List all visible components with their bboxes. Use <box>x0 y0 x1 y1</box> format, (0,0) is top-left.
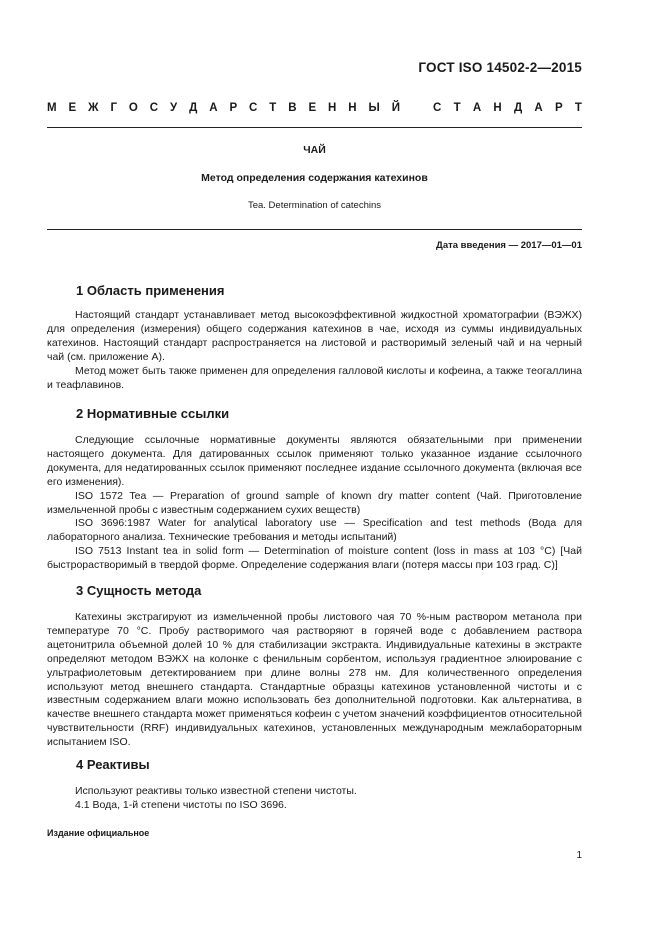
paragraph: Настоящий стандарт устанавливает метод высокоэффективной жидкостной хроматографии (ВЭЖХ) для определения (измерения) общего содержания катехинов в чае, исходя из суммы индивидуальных катехинов. Настоящий стандарт распространяется на листовой и растворимый зеленый чай и на черный чай (см. приложение А). <box>47 309 582 363</box>
banner-letter: С <box>249 102 258 114</box>
banner-letter: Р <box>229 102 238 114</box>
banner-letter: Н <box>493 102 502 114</box>
document-page <box>47 0 582 936</box>
banner-letter: О <box>128 102 138 114</box>
reference-item: ISO 3696:1987 Water for analytical laboratory use — Specification and test methods (Вода для лабораторного анализа. Технические требования и методы испытаний) <box>47 517 582 544</box>
reference-item: ISO 1572 Tea — Preparation of ground sample of known dry matter content (Чай. Приготовление измельченной пробы с известным содержанием сухих веществ) <box>47 489 582 516</box>
banner-letter: В <box>288 102 297 114</box>
section-heading-method-principle: 3 Сущность метода <box>76 583 202 598</box>
section-heading-reagents: 4 Реактивы <box>76 757 150 772</box>
banner-letter: Р <box>554 102 563 114</box>
banner-letter: Ы <box>368 102 380 114</box>
banner-letter: А <box>472 102 482 114</box>
banner-letter: Т <box>269 102 277 114</box>
section-body-reagents <box>47 785 582 813</box>
banner-letter: Д <box>513 102 523 114</box>
header-divider <box>47 127 582 128</box>
paragraph: 4.1 Вода, 1-й степени чистоты по ISO 3696. <box>75 798 287 811</box>
banner-letter: А <box>209 102 218 114</box>
section-body-normative-references <box>47 434 582 573</box>
banner-letter: Т <box>453 102 461 114</box>
banner-letter: Д <box>189 102 198 114</box>
banner-letter: М <box>47 102 57 114</box>
standard-subtitle: Метод определения содержания катехинов <box>201 172 428 184</box>
interstate-standard-banner <box>47 102 582 114</box>
section-body-method-principle <box>47 611 582 750</box>
standard-title: ЧАЙ <box>303 144 326 156</box>
banner-letter: Н <box>348 102 357 114</box>
banner-letter: С <box>433 102 442 114</box>
paragraph: Метод может быть также применен для определения галловой кислоты и кофеина, а также теогаллина и теафлавинов. <box>47 364 582 391</box>
reference-item: ISO 7513 Instant tea in solid form — Determination of moisture content (loss in mass at 103 °C) [Чай быстрорастворимый в твердой форме. Определение содержания влаги (потеря массы при 103 град. С)] <box>47 545 582 572</box>
section-heading-normative-references: 2 Нормативные ссылки <box>76 406 230 421</box>
document-number: ГОСТ ISO 14502-2—2015 <box>418 60 582 75</box>
section-heading-scope: 1 Область применения <box>76 283 225 298</box>
paragraph: Используют реактивы только известной степени чистоты. <box>75 785 357 797</box>
effective-date: Дата введения — 2017—01—01 <box>436 240 582 251</box>
banner-word-interstate <box>47 102 400 114</box>
banner-letter: А <box>534 102 543 114</box>
page-number: 1 <box>576 850 582 861</box>
official-edition-label: Издание официальное <box>47 828 150 838</box>
banner-letter: Й <box>391 102 400 114</box>
title-divider <box>47 229 582 230</box>
banner-letter: Н <box>328 102 337 114</box>
section-body-scope <box>47 309 582 392</box>
banner-word-standard <box>433 102 582 114</box>
paragraph: Катехины экстрагируют из измельченной пробы листового чая 70 %-ным раствором метанола при температуре 70 °С. Пробу растворимого чая растворяют в горячей воде с добавлением раствора ацетонитрила объемной долей 10 % для стабилизации экстракта. Индивидуальные катехины в экстракте определяют методом ВЭЖХ на колонке с фенильным сорбентом, используя градиентное элюирование с ультрафиолетовым детектированием при длине волны 278 нм. Для количественного определения используют метод внешнего стандарта. Стандартные образцы катехинов установленной чистоты и с известным содержанием влаги можно использовать без дополнительной подготовки. Как альтернатива, в качестве внешнего стандарта может применяться кофеин с учетом значений коэффициентов относительной чувствительности (RRF) индивидуальных катехинов, установленных международным межлабораторным испытанием ISO. <box>47 611 582 749</box>
banner-letter: Ж <box>88 102 99 114</box>
paragraph: Следующие ссылочные нормативные документы являются обязательными при применении настоящего документа. Для датированных ссылок применяют только указанное издание ссылочного документа, для недатированных ссылок применяют последнее издание ссылочного документа (включая все его изменения). <box>47 434 582 488</box>
banner-letter: С <box>149 102 159 114</box>
banner-letter: Г <box>110 102 117 114</box>
english-title: Tea. Determination of catechins <box>247 200 382 211</box>
banner-letter: У <box>170 102 178 114</box>
banner-letter: Е <box>308 102 317 114</box>
banner-letter: Е <box>68 102 77 114</box>
banner-letter: Т <box>574 102 582 114</box>
